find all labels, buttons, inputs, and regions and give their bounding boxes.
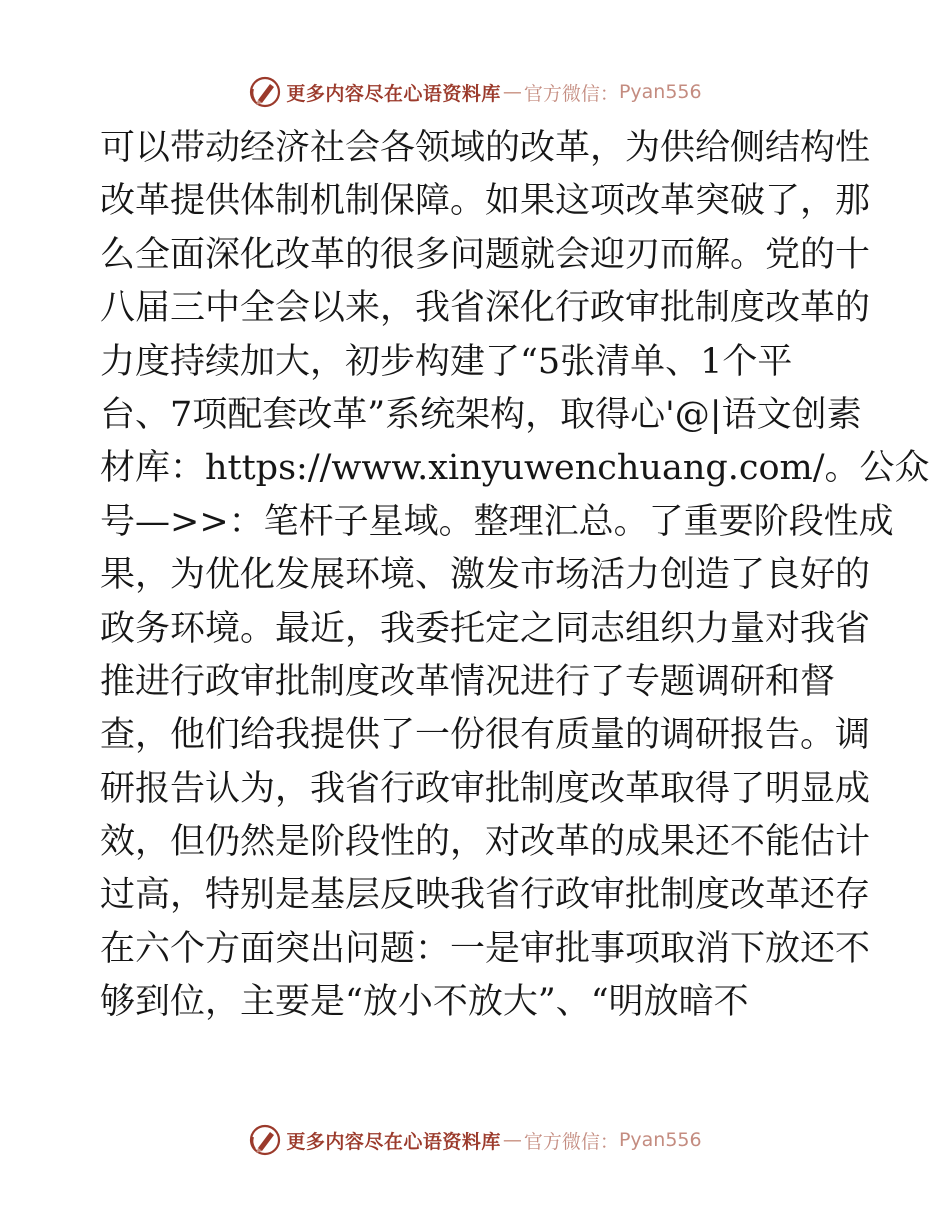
text-line-2: 改革提供体制机制保障。如果这项改革突破了，那 xyxy=(100,181,871,222)
pen-circle-logo-icon xyxy=(248,1123,282,1157)
banner-dash: — xyxy=(502,1129,522,1151)
banner-wechat-id: Pyan556 xyxy=(618,1129,702,1151)
footer-banner xyxy=(0,1120,950,1160)
text-line-7: 材库：https://www.xinyuwenchuang.com/。公众 xyxy=(100,448,930,489)
document-body xyxy=(100,122,930,1030)
banner-dash: — xyxy=(502,81,522,103)
text-line-1: 可以带动经济社会各领域的改革，为供给侧结构性 xyxy=(100,128,871,168)
text-line-14: 效，但仍然是阶段性的，对改革的成果还不能估计 xyxy=(100,822,871,863)
text-line-4: 八届三中全会以来，我省深化行政审批制度改革的 xyxy=(100,288,871,329)
text-line-8: 号—>>：笔杆子星域。整理汇总。了重要阶段性成 xyxy=(100,501,894,542)
text-line-16: 在六个方面突出问题：一是审批事项取消下放还不 xyxy=(100,928,871,969)
banner-wechat-label: 官方微信： xyxy=(523,1130,619,1153)
text-line-15: 过高，特别是基层反映我省行政审批制度改革还存 xyxy=(100,875,871,916)
banner-wechat-label: 官方微信： xyxy=(523,82,619,105)
header-banner xyxy=(0,72,950,112)
text-line-9: 果，为优化发展环境、激发市场活力创造了良好的 xyxy=(100,555,871,596)
text-line-6: 台、7项配套改革”系统架构，取得心'@|语文创素 xyxy=(100,394,862,435)
banner-main-text: 更多内容尽在心语资料库 xyxy=(286,82,501,105)
text-line-17: 够到位，主要是“放小不放大”、“明放暗不 xyxy=(100,982,749,1023)
text-line-12: 查，他们给我提供了一份很有质量的调研报告。调 xyxy=(100,715,871,756)
text-line-5: 力度持续加大，初步构建了“5张清单、1个平 xyxy=(100,341,793,382)
text-line-11: 推进行政审批制度改革情况进行了专题调研和督 xyxy=(100,661,836,702)
banner-wechat-id: Pyan556 xyxy=(618,81,702,103)
text-line-13: 研报告认为，我省行政审批制度改革取得了明显成 xyxy=(100,768,871,809)
banner-main-text: 更多内容尽在心语资料库 xyxy=(286,1130,501,1153)
pen-circle-logo-icon xyxy=(248,75,282,109)
text-line-10: 政务环境。最近，我委托定之同志组织力量对我省 xyxy=(100,608,871,649)
text-line-3: 么全面深化改革的很多问题就会迎刃而解。党的十 xyxy=(100,234,871,275)
